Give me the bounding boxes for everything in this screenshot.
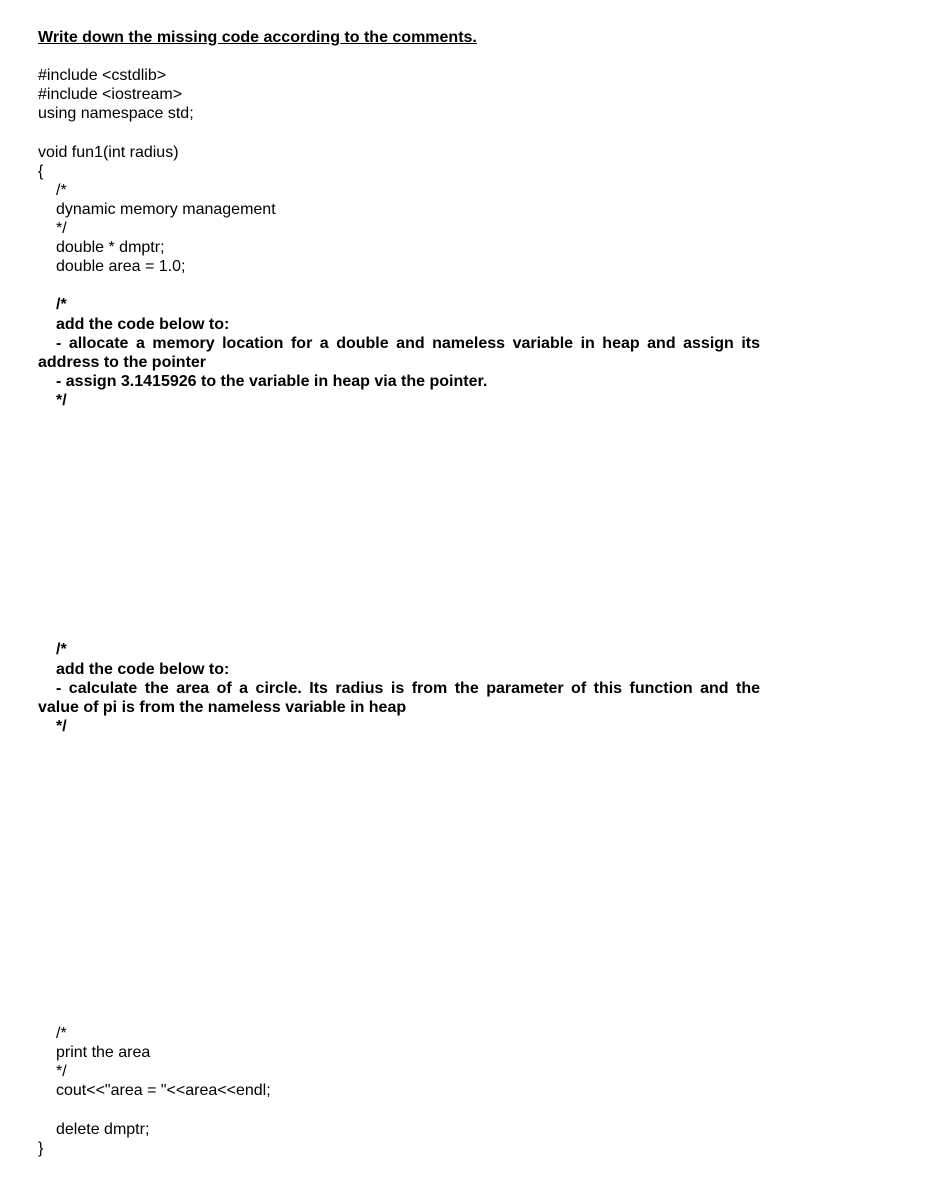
include-iostream: #include <iostream> bbox=[38, 86, 183, 103]
task2-item1-line2: value of pi is from the nameless variable in heap bbox=[38, 699, 407, 716]
comment-text: dynamic memory management bbox=[56, 201, 276, 218]
pointer-declaration: double * dmptr; bbox=[56, 239, 165, 256]
task2-heading: add the code below to: bbox=[56, 661, 230, 678]
task2-item1-line1: - calculate the area of a circle. Its radius is from the parameter of this function and the bbox=[56, 680, 760, 697]
task2-comment-open: /* bbox=[56, 641, 67, 658]
task1-item1-line2: address to the pointer bbox=[38, 354, 207, 371]
task1-answer-space bbox=[38, 412, 760, 637]
using-namespace: using namespace std; bbox=[38, 105, 194, 122]
task1-heading: add the code below to: bbox=[56, 316, 230, 333]
cout-statement: cout<<"area = "<<area<<endl; bbox=[56, 1082, 271, 1099]
open-brace: { bbox=[38, 163, 44, 180]
instruction-title: Write down the missing code according to the comments. bbox=[38, 29, 477, 46]
print-comment-text: print the area bbox=[56, 1044, 151, 1061]
comment-open: /* bbox=[56, 182, 67, 199]
print-comment-close: */ bbox=[56, 1063, 67, 1080]
area-declaration: double area = 1.0; bbox=[56, 258, 186, 275]
task1-item1-line1: - allocate a memory location for a double and nameless variable in heap and assign its bbox=[56, 335, 760, 352]
task2-answer-space bbox=[38, 738, 760, 1018]
task2-comment-close: */ bbox=[56, 718, 67, 735]
task1-comment-open: /* bbox=[56, 296, 67, 313]
task1-comment-close: */ bbox=[56, 392, 67, 409]
delete-statement: delete dmptr; bbox=[56, 1121, 150, 1138]
comment-close: */ bbox=[56, 220, 67, 237]
close-brace: } bbox=[38, 1140, 44, 1157]
task1-item2: - assign 3.1415926 to the variable in heap via the pointer. bbox=[56, 373, 488, 390]
include-cstdlib: #include <cstdlib> bbox=[38, 67, 167, 84]
function-signature: void fun1(int radius) bbox=[38, 144, 179, 161]
print-comment-open: /* bbox=[56, 1025, 67, 1042]
